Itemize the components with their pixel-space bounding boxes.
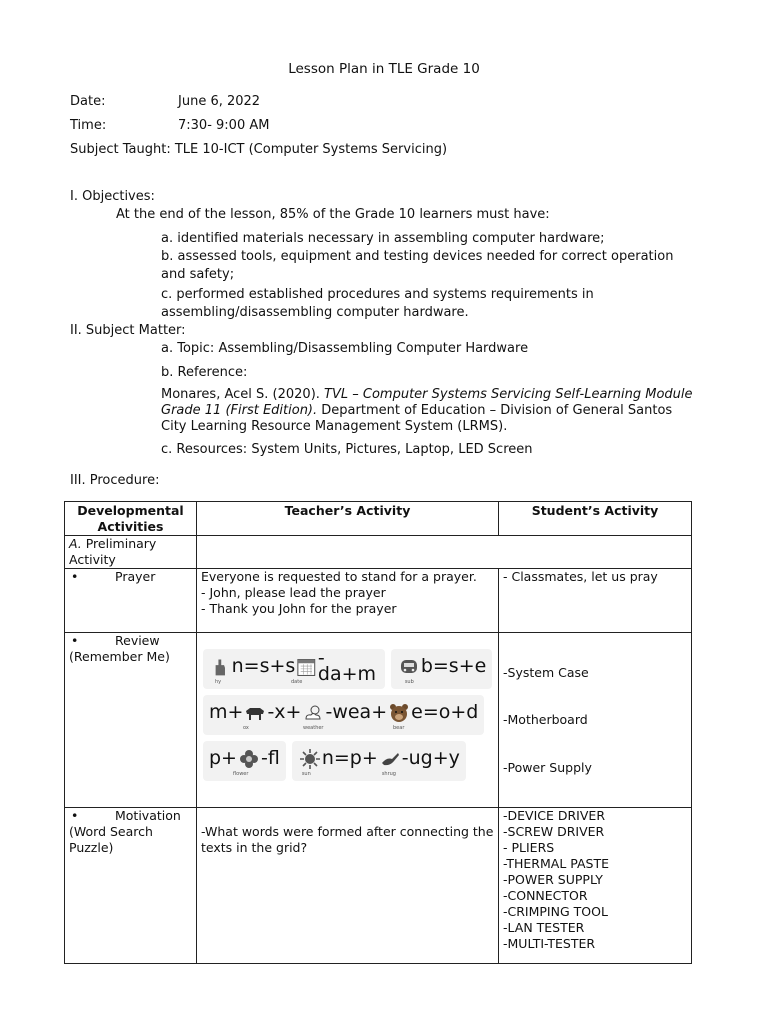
reference-author: Monares, Acel S. (2020). xyxy=(161,387,325,402)
motivation-label: Motivation xyxy=(115,808,181,823)
col-header: Teacher’s Activity xyxy=(197,502,499,536)
preliminary-letter: A. xyxy=(69,536,82,551)
objectives-heading: I. Objectives: xyxy=(70,189,155,204)
rebus-caption: bear xyxy=(393,725,405,731)
rebus-puzzles xyxy=(197,633,499,808)
review-answers xyxy=(499,633,692,808)
answer-line: -Motherboard xyxy=(503,712,588,727)
table-row xyxy=(65,633,692,808)
preliminary-label: Preliminary Activity xyxy=(69,536,157,567)
topic: a. Topic: Assembling/Disassembling Computer Hardware xyxy=(161,341,529,356)
objective-item: c. performed established procedures and systems requirements in assembling/disassembling computer hardware. xyxy=(161,287,594,320)
table-row xyxy=(65,536,692,569)
text-line: - Thank you John for the prayer xyxy=(201,601,397,616)
review-cell xyxy=(65,633,197,808)
text-line: - John, please lead the prayer xyxy=(201,585,386,600)
rebus-caption: sun xyxy=(301,771,311,777)
time-label: Time: xyxy=(70,118,107,133)
rebus-row xyxy=(203,741,492,781)
date-value: June 6, 2022 xyxy=(178,94,261,109)
subject-row xyxy=(70,142,447,157)
rebus-text: -fl xyxy=(260,747,280,769)
answer-line: -THERMAL PASTE xyxy=(503,856,610,871)
rebus-caption: weather xyxy=(303,725,324,731)
bullet: • xyxy=(71,569,79,584)
rebus-row xyxy=(203,695,492,735)
resources: c. Resources: System Units, Pictures, Laptop, LED Screen xyxy=(161,442,533,457)
rebus-text: b=s+e xyxy=(420,655,487,677)
rebus-card xyxy=(203,741,286,781)
rebus-card xyxy=(203,695,484,735)
procedure-table xyxy=(64,501,692,964)
review-sublabel: (Remember Me) xyxy=(69,649,170,664)
rebus-text: e=o+d xyxy=(411,701,479,723)
bullet: • xyxy=(71,633,79,648)
reference-label: b. Reference: xyxy=(161,365,248,380)
motivation-sublabel: (Word Search Puzzle) xyxy=(69,824,153,855)
reference-title: TVL – Computer Systems Servicing Self-Learning Module Grade 11 (First Edition). xyxy=(161,387,693,418)
subject-label: Subject Taught: xyxy=(70,142,171,157)
rebus-caption: ox xyxy=(243,725,249,731)
objectives-intro: At the end of the lesson, 85% of the Grade 10 learners must have: xyxy=(116,207,550,222)
rebus-caption: flower xyxy=(233,771,249,777)
rebus-text: -wea+ xyxy=(325,701,388,723)
procedure-heading: III. Procedure: xyxy=(70,473,160,488)
rebus-text: p+ xyxy=(209,747,237,769)
answer-line: -SCREW DRIVER xyxy=(503,824,605,839)
rebus-text: -x+ xyxy=(267,701,302,723)
table-row xyxy=(65,808,692,964)
objective-item: a. identified materials necessary in assembling computer hardware; xyxy=(161,231,605,246)
review-label: Review xyxy=(115,633,160,648)
motivation-teacher: -What words were formed after connecting the texts in the grid? xyxy=(197,808,499,964)
empty-cell xyxy=(197,536,692,569)
prayer-student: - Classmates, let us pray xyxy=(499,569,692,633)
answer-line: -CONNECTOR xyxy=(503,888,588,903)
rebus-card xyxy=(292,741,466,781)
motivation-answers xyxy=(499,808,692,964)
objective-item: b. assessed tools, equipment and testing devices needed for correct operation and safety; xyxy=(161,249,674,282)
answer-line: -DEVICE DRIVER xyxy=(503,808,606,823)
rebus-text: -da+m xyxy=(317,647,377,685)
answer-line: -MULTI-TESTER xyxy=(503,936,596,951)
rebus-text: -ug+y xyxy=(401,747,460,769)
reference-publisher: Department of Education – Division of General Santos City Learning Resource Management System (LRMS). xyxy=(161,403,673,434)
table-header-row xyxy=(65,502,692,536)
subject-matter-heading: II. Subject Matter: xyxy=(70,323,186,338)
rebus-caption: date xyxy=(291,679,303,685)
prayer-label: Prayer xyxy=(115,569,156,584)
date-label: Date: xyxy=(70,94,106,109)
time-value: 7:30- 9:00 AM xyxy=(178,118,270,133)
time-row xyxy=(70,118,269,133)
col-header: Developmental Activities xyxy=(65,502,197,536)
answer-line: -LAN TESTER xyxy=(503,920,585,935)
table-row xyxy=(65,569,692,633)
answer-line: - PLIERS xyxy=(503,840,555,855)
rebus-text: n=p+ xyxy=(321,747,378,769)
answer-line: -Power Supply xyxy=(503,760,592,775)
rebus-text: m+ xyxy=(209,701,244,723)
rebus-caption: shrug xyxy=(381,771,396,777)
answer-line: -POWER SUPPLY xyxy=(503,872,603,887)
bullet: • xyxy=(71,808,79,823)
date-row xyxy=(70,94,260,109)
text-line: Everyone is requested to stand for a prayer. xyxy=(201,569,477,584)
rebus-text: n=s+s xyxy=(231,655,296,677)
prayer-teacher xyxy=(197,569,499,633)
rebus-row xyxy=(203,649,492,689)
rebus-caption: sub xyxy=(404,679,414,685)
page-title: Lesson Plan in TLE Grade 10 xyxy=(288,61,480,77)
answer-line: -CRIMPING TOOL xyxy=(503,904,608,919)
preliminary-activity xyxy=(65,536,197,569)
rebus-card xyxy=(391,649,493,689)
prayer-cell xyxy=(65,569,197,633)
col-header: Student’s Activity xyxy=(499,502,692,536)
reference-citation xyxy=(161,387,696,435)
rebus-card xyxy=(203,649,385,689)
answer-line: -System Case xyxy=(503,665,589,680)
motivation-cell xyxy=(65,808,197,964)
rebus-caption: hy xyxy=(215,679,222,685)
subject-value: TLE 10-ICT (Computer Systems Servicing) xyxy=(174,142,448,157)
